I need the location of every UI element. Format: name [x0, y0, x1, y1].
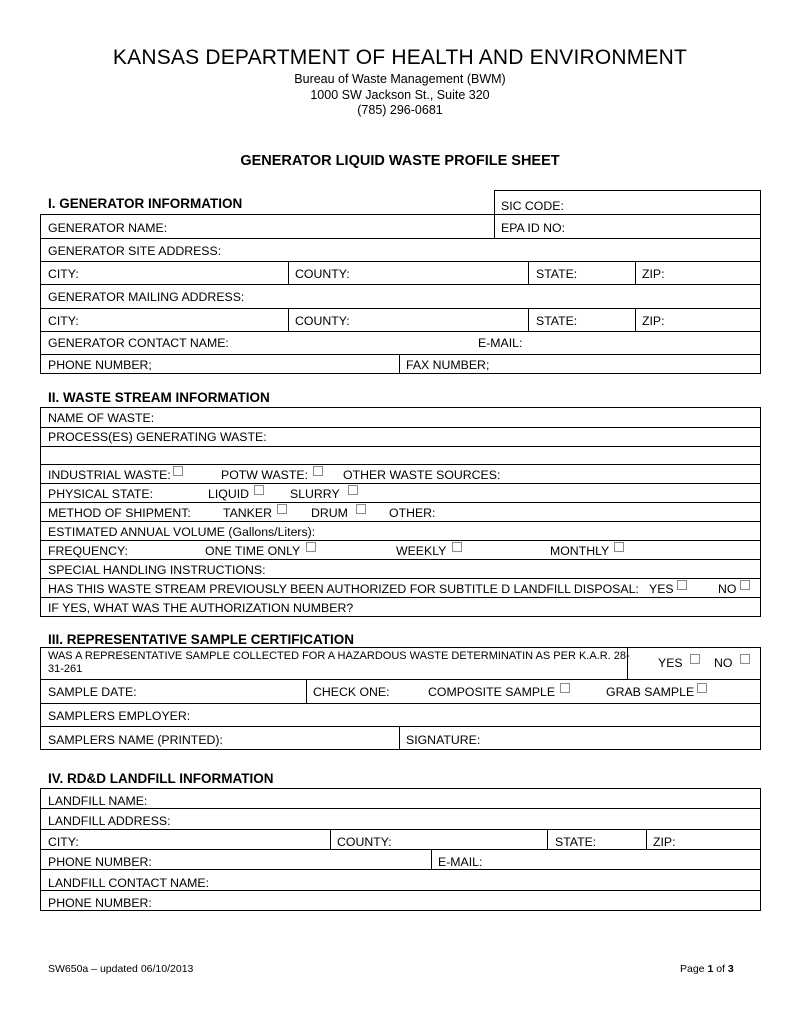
table-border — [547, 829, 548, 849]
signature-field[interactable]: SIGNATURE: — [406, 733, 481, 747]
mailing-address-field[interactable]: GENERATOR MAILING ADDRESS: — [48, 290, 245, 304]
agency-title: KANSAS DEPARTMENT OF HEALTH AND ENVIRONMENT — [112, 46, 688, 69]
table-border — [399, 726, 400, 749]
table-border — [40, 788, 41, 910]
table-border — [40, 890, 761, 891]
table-border — [760, 190, 761, 373]
table-border — [646, 829, 647, 849]
landfill-city-field[interactable]: CITY: — [48, 835, 79, 849]
table-border — [40, 464, 761, 465]
special-handling-field[interactable]: SPECIAL HANDLING INSTRUCTIONS: — [48, 563, 266, 577]
table-border — [494, 190, 495, 238]
bureau-name: Bureau of Waste Management (BWM) — [294, 72, 506, 86]
landfill-contact-field[interactable]: LANDFILL CONTACT NAME: — [48, 876, 210, 890]
authorization-number-field[interactable]: IF YES, WHAT WAS THE AUTHORIZATION NUMBER? — [48, 601, 354, 615]
page-of: of — [716, 963, 725, 975]
table-border — [760, 407, 761, 616]
table-border — [330, 829, 331, 849]
landfill-state-field[interactable]: STATE: — [555, 835, 597, 849]
processes-field[interactable]: PROCESS(ES) GENERATING WASTE: — [48, 430, 267, 444]
table-border — [40, 559, 761, 560]
slurry-checkbox[interactable] — [348, 485, 358, 495]
other-waste-sources-field[interactable]: OTHER WASTE SOURCES: — [343, 468, 501, 482]
one-time-checkbox[interactable] — [306, 542, 316, 552]
page-total: 3 — [727, 963, 734, 975]
tanker-checkbox[interactable] — [277, 504, 287, 514]
table-border — [40, 829, 761, 830]
table-border — [40, 703, 761, 704]
table-border — [40, 427, 761, 428]
agency-phone: (785) 296-0681 — [357, 103, 443, 117]
drum-label: DRUM — [311, 506, 348, 520]
mailing-state-field[interactable]: STATE: — [536, 314, 578, 328]
landfill-phone2-field[interactable]: PHONE NUMBER: — [48, 896, 152, 910]
epa-id-field[interactable]: EPA ID NO: — [501, 221, 566, 235]
industrial-waste-label: INDUSTRIAL WASTE: — [48, 468, 171, 482]
table-border — [40, 910, 761, 911]
page-current: 1 — [707, 963, 714, 975]
table-border — [40, 502, 761, 503]
table-border — [40, 647, 41, 749]
site-zip-field[interactable]: ZIP: — [642, 267, 665, 281]
table-border — [40, 331, 761, 332]
table-border — [40, 808, 761, 809]
one-time-label: ONE TIME ONLY — [205, 544, 301, 558]
annual-volume-field[interactable]: ESTIMATED ANNUAL VOLUME (Gallons/Liters): — [48, 525, 316, 539]
table-border — [760, 647, 761, 749]
table-border — [40, 647, 761, 648]
sample-question-line1: WAS A REPRESENTATIVE SAMPLE COLLECTED FOR A HAZARDOUS WASTE DETERMINATIN AS PER K.A.R. 28- — [48, 650, 630, 662]
form-id: SW650a – updated 06/10/2013 — [48, 963, 194, 975]
table-border — [40, 407, 761, 408]
fax-field[interactable]: FAX NUMBER; — [406, 358, 490, 372]
sic-code-field[interactable]: SIC CODE: — [501, 199, 564, 213]
table-border — [40, 679, 761, 680]
table-border — [760, 788, 761, 910]
table-border — [528, 261, 529, 284]
sample-no-checkbox[interactable] — [740, 654, 750, 664]
table-border — [40, 521, 761, 522]
grab-label: GRAB SAMPLE — [606, 685, 695, 699]
table-border — [40, 540, 761, 541]
table-border — [40, 869, 761, 870]
samplers-name-field[interactable]: SAMPLERS NAME (PRINTED): — [48, 733, 223, 747]
table-border — [635, 308, 636, 331]
table-border — [431, 849, 432, 869]
monthly-checkbox[interactable] — [614, 542, 624, 552]
weekly-label: WEEKLY — [396, 544, 447, 558]
table-border — [40, 238, 761, 239]
page-label: Page — [680, 963, 705, 975]
prev-yes-label: YES — [649, 582, 674, 596]
section-title: IV. RD&D LANDFILL INFORMATION — [48, 771, 274, 786]
table-border — [40, 214, 41, 373]
agency-address: 1000 SW Jackson St., Suite 320 — [310, 88, 490, 102]
table-border — [40, 354, 761, 355]
prev-no-checkbox[interactable] — [740, 580, 750, 590]
tanker-label: TANKER — [223, 506, 272, 520]
landfill-name-field[interactable]: LANDFILL NAME: — [48, 794, 148, 808]
table-border — [399, 354, 400, 373]
sample-date-field[interactable]: SAMPLE DATE: — [48, 685, 137, 699]
table-border — [288, 261, 289, 284]
sample-yes-checkbox[interactable] — [690, 654, 700, 664]
mailing-city-field[interactable]: CITY: — [48, 314, 79, 328]
generator-name-field[interactable]: GENERATOR NAME: — [48, 221, 168, 235]
table-border — [40, 726, 761, 727]
email-field[interactable]: E-MAIL: — [478, 336, 523, 350]
mailing-county-field[interactable]: COUNTY: — [295, 314, 350, 328]
table-border — [40, 446, 761, 447]
table-border — [40, 284, 761, 285]
composite-checkbox[interactable] — [560, 683, 570, 693]
monthly-label: MONTHLY — [550, 544, 610, 558]
landfill-county-field[interactable]: COUNTY: — [337, 835, 392, 849]
table-border — [528, 308, 529, 331]
sample-yes-label: YES — [658, 656, 683, 670]
table-border — [40, 483, 761, 484]
physical-state-label: PHYSICAL STATE: — [48, 487, 154, 501]
slurry-label: SLURRY — [290, 487, 340, 501]
shipment-label: METHOD OF SHIPMENT: — [48, 506, 191, 520]
prev-no-label: NO — [718, 582, 737, 596]
previously-authorized-label: HAS THIS WASTE STREAM PREVIOUSLY BEEN AUTHORIZED FOR SUBTITLE D LANDFILL DISPOSAL: — [48, 582, 639, 596]
weekly-checkbox[interactable] — [452, 542, 462, 552]
section-title: III. REPRESENTATIVE SAMPLE CERTIFICATION — [48, 632, 355, 647]
table-border — [40, 749, 761, 750]
table-border — [40, 308, 761, 309]
site-state-field[interactable]: STATE: — [536, 267, 578, 281]
grab-checkbox[interactable] — [697, 683, 707, 693]
table-border — [288, 308, 289, 331]
table-border — [40, 578, 761, 579]
section-title: II. WASTE STREAM INFORMATION — [48, 390, 270, 405]
table-border — [40, 373, 761, 374]
drum-checkbox[interactable] — [356, 504, 366, 514]
table-border — [306, 679, 307, 703]
landfill-address-field[interactable]: LANDFILL ADDRESS: — [48, 814, 171, 828]
frequency-label: FREQUENCY: — [48, 544, 128, 558]
section-title: I. GENERATOR INFORMATION — [48, 196, 243, 211]
name-of-waste-field[interactable]: NAME OF WASTE: — [48, 411, 155, 425]
table-border — [40, 788, 761, 789]
prev-yes-checkbox[interactable] — [677, 580, 687, 590]
page-indicator — [680, 963, 734, 975]
contact-name-field[interactable]: GENERATOR CONTACT NAME: — [48, 336, 229, 350]
table-border — [40, 261, 761, 262]
liquid-checkbox[interactable] — [254, 485, 264, 495]
potw-waste-checkbox[interactable] — [313, 466, 323, 476]
table-border — [40, 616, 761, 617]
potw-waste-label: POTW WASTE: — [221, 468, 308, 482]
sample-question-line2: 31-261 — [48, 663, 83, 675]
table-border — [635, 261, 636, 284]
site-city-field[interactable]: CITY: — [48, 267, 79, 281]
sheet-title: GENERATOR LIQUID WASTE PROFILE SHEET — [240, 153, 560, 169]
table-border — [40, 214, 761, 215]
other-shipment-field[interactable]: OTHER: — [389, 506, 436, 520]
phone-field[interactable]: PHONE NUMBER; — [48, 358, 152, 372]
site-address-field[interactable]: GENERATOR SITE ADDRESS: — [48, 244, 222, 258]
check-one-label: CHECK ONE: — [313, 685, 390, 699]
liquid-label: LIQUID — [208, 487, 249, 501]
mailing-zip-field[interactable]: ZIP: — [642, 314, 665, 328]
sample-no-label: NO — [714, 656, 733, 670]
landfill-phone-field[interactable]: PHONE NUMBER: — [48, 855, 152, 869]
table-border — [40, 849, 761, 850]
industrial-waste-checkbox[interactable] — [173, 466, 183, 476]
landfill-zip-field[interactable]: ZIP: — [653, 835, 676, 849]
table-border — [40, 407, 41, 616]
samplers-employer-field[interactable]: SAMPLERS EMPLOYER: — [48, 709, 191, 723]
landfill-email-field[interactable]: E-MAIL: — [438, 855, 483, 869]
table-border — [494, 190, 761, 191]
site-county-field[interactable]: COUNTY: — [295, 267, 350, 281]
table-border — [40, 597, 761, 598]
composite-label: COMPOSITE SAMPLE — [428, 685, 556, 699]
